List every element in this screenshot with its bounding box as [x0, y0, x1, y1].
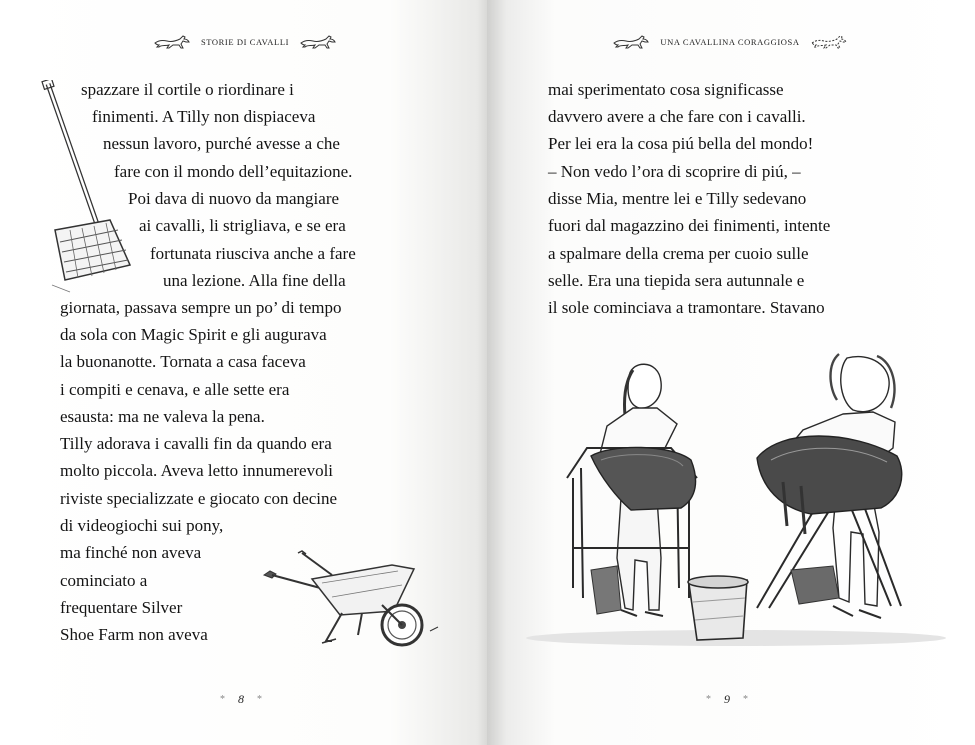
horse-icon [810, 34, 848, 50]
star-ornament: * [257, 694, 262, 705]
text-line: la buonanotte. Tornata a casa faceva [60, 352, 306, 371]
horse-icon [153, 34, 191, 50]
horse-icon [612, 34, 650, 50]
text-line: a spalmare della crema per cuoio sulle [548, 244, 809, 263]
running-head-text: STORIE DI CAVALLI [200, 37, 290, 47]
text-line: Poi dava di nuovo da mangiare [128, 189, 340, 208]
text-line: ai cavalli, li strigliava, e se era [139, 216, 346, 235]
folio-number: 9 [724, 692, 730, 706]
text-line: cominciato a [60, 571, 148, 590]
text-line: finimenti. A Tilly non dispiaceva [92, 107, 316, 126]
text-line: selle. Era una tiepida sera autunnale e [548, 271, 805, 290]
right-page [487, 0, 975, 745]
text-line: Shoe Farm non aveva [60, 625, 208, 644]
text-line: di videogiochi sui pony, [60, 516, 224, 535]
page-number-right [706, 692, 748, 707]
text-line: disse Mia, mentre lei e Tilly sedevano [548, 189, 807, 208]
text-line: fare con il mondo dell’equitazione. [114, 162, 353, 181]
running-head-text: UNA CAVALLINA CORAGGIOSA [660, 37, 800, 47]
text-line: Per lei era la cosa piú bella del mondo! [548, 134, 814, 153]
right-running-head [610, 30, 850, 54]
text-line: una lezione. Alla fine della [163, 271, 346, 290]
text-line: molto piccola. Aveva letto innumerevoli [60, 461, 334, 480]
folio-number: 8 [238, 692, 244, 706]
text-line: i compiti e cenava, e alle sette era [60, 380, 290, 399]
text-line: – Non vedo l’ora di scoprire di piú, – [548, 162, 801, 181]
text-line: ma finché non aveva [60, 543, 202, 562]
left-page [0, 0, 487, 745]
text-line: fuori dal magazzino dei finimenti, intente [548, 216, 831, 235]
text-line: fortunata riusciva anche a fare [150, 244, 356, 263]
text-line: il sole cominciava a tramontare. Stavano [548, 298, 825, 317]
girls-cleaning-saddles-illustration [521, 348, 951, 663]
text-line: spazzare il cortile o riordinare i [81, 80, 294, 99]
text-line: davvero avere a che fare con i cavalli. [548, 107, 806, 126]
left-running-head [140, 30, 350, 54]
text-line: frequentare Silver [60, 598, 183, 617]
horse-icon [299, 34, 337, 50]
text-line: Tilly adorava i cavalli fin da quando era [60, 434, 332, 453]
page-number-left [220, 692, 262, 707]
star-ornament: * [220, 694, 225, 705]
text-line: nessun lavoro, purché avesse a che [103, 134, 340, 153]
text-line: riviste specializzate e giocato con decine [60, 489, 338, 508]
star-ornament: * [743, 694, 748, 705]
wheelbarrow-icon [262, 545, 440, 658]
star-ornament: * [706, 694, 711, 705]
text-line: da sola con Magic Spirit e gli augurava [60, 325, 327, 344]
text-line: mai sperimentato cosa significasse [548, 80, 784, 99]
text-line: giornata, passava sempre un po’ di tempo [60, 298, 342, 317]
text-line: esausta: ma ne valeva la pena. [60, 407, 265, 426]
